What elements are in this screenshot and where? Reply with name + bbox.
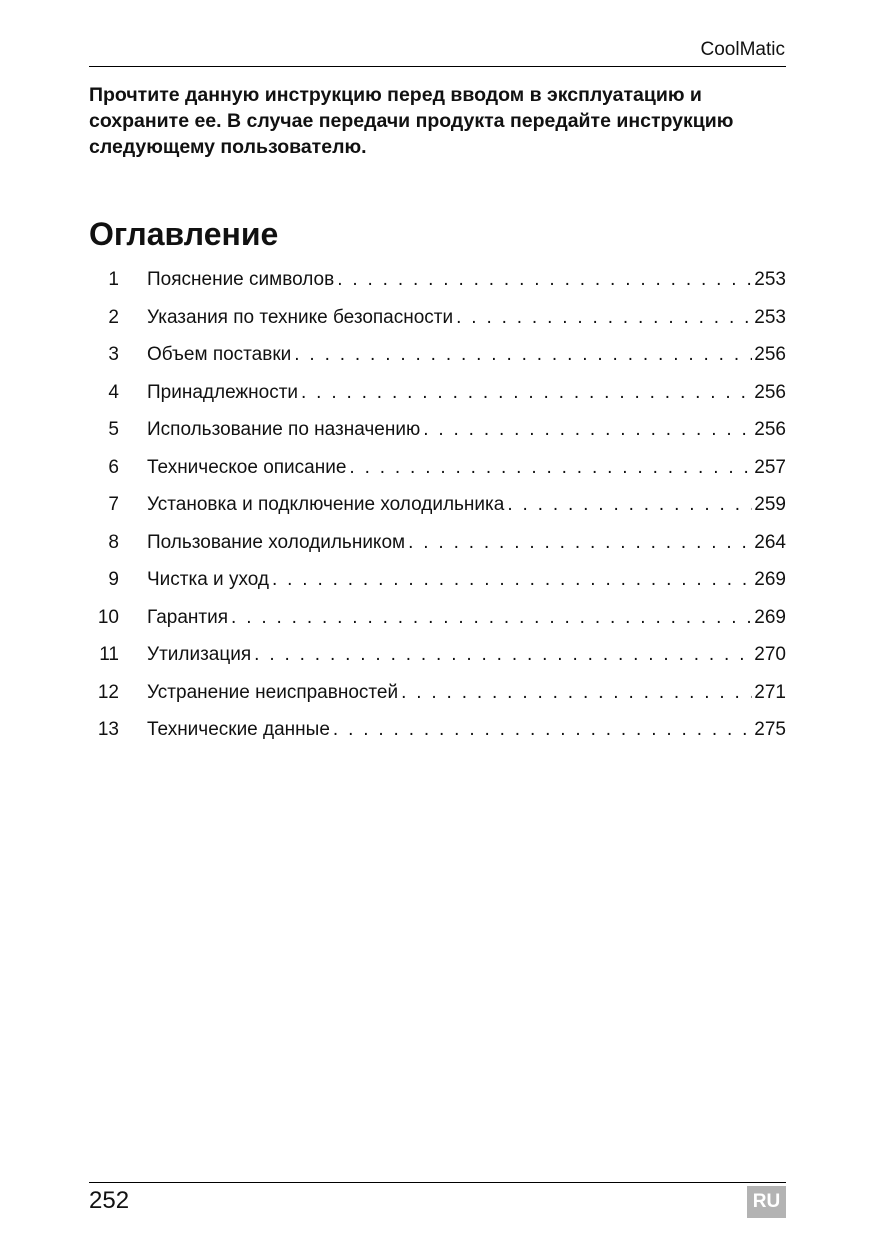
toc-entry-title[interactable]: Устранение неисправностей bbox=[147, 680, 401, 706]
toc-dot-leader bbox=[423, 417, 752, 443]
toc-entry-title[interactable]: Чистка и уход bbox=[147, 567, 272, 593]
toc-entry-title[interactable]: Установка и подключение холодильника bbox=[147, 492, 507, 518]
toc-entry-title[interactable]: Использование по назначению bbox=[147, 417, 423, 443]
toc-entry-number: 5 bbox=[108, 419, 119, 440]
toc-entry-number: 4 bbox=[108, 381, 119, 403]
toc-entry-title[interactable]: Пояснение символов bbox=[147, 267, 337, 293]
toc-entry[interactable] bbox=[89, 492, 786, 530]
header-divider bbox=[89, 66, 786, 67]
toc-heading: Оглавление bbox=[89, 216, 279, 252]
toc-entry-number: 2 bbox=[108, 306, 119, 328]
toc-entry-page[interactable]: 270 bbox=[752, 642, 786, 668]
toc-entry-number: 12 bbox=[97, 681, 119, 703]
toc-entry[interactable] bbox=[89, 605, 786, 643]
toc-list bbox=[89, 267, 786, 755]
toc-entry[interactable] bbox=[89, 305, 786, 343]
toc-entry-page[interactable]: 264 bbox=[752, 530, 786, 556]
toc-entry[interactable] bbox=[89, 567, 786, 605]
footer-divider bbox=[89, 1182, 786, 1183]
toc-entry-page[interactable]: 256 bbox=[752, 342, 786, 368]
toc-entry[interactable] bbox=[89, 530, 786, 568]
toc-entry[interactable] bbox=[89, 380, 786, 418]
toc-entry-title[interactable]: Объем поставки bbox=[147, 342, 294, 368]
toc-dot-leader bbox=[294, 342, 752, 368]
toc-dot-leader bbox=[337, 267, 752, 293]
toc-dot-leader bbox=[456, 305, 752, 331]
toc-entry[interactable] bbox=[89, 417, 786, 455]
toc-entry[interactable] bbox=[89, 342, 786, 380]
toc-dot-leader bbox=[333, 717, 752, 743]
toc-entry-page[interactable]: 275 bbox=[752, 717, 786, 743]
toc-entry-title[interactable]: Гарантия bbox=[147, 605, 231, 631]
toc-entry-number: 10 bbox=[97, 606, 119, 628]
toc-entry-title[interactable]: Принадлежности bbox=[147, 380, 301, 406]
toc-entry-number: 6 bbox=[108, 456, 119, 478]
toc-dot-leader bbox=[231, 605, 752, 631]
toc-dot-leader bbox=[408, 530, 752, 556]
toc-dot-leader bbox=[349, 455, 752, 481]
toc-entry-title[interactable]: Технические данные bbox=[147, 717, 333, 743]
toc-entry[interactable] bbox=[89, 455, 786, 493]
toc-entry-page[interactable]: 257 bbox=[752, 455, 786, 481]
toc-entry-number: 8 bbox=[108, 531, 119, 553]
language-badge: RU bbox=[747, 1186, 786, 1218]
toc-entry-number: 7 bbox=[108, 494, 119, 515]
toc-dot-leader bbox=[301, 380, 752, 406]
toc-entry-page[interactable]: 256 bbox=[752, 417, 786, 443]
toc-entry[interactable] bbox=[89, 717, 786, 755]
toc-dot-leader bbox=[272, 567, 752, 593]
toc-dot-leader bbox=[401, 680, 752, 706]
page-number: 252 bbox=[89, 1187, 130, 1214]
toc-entry-number: 1 bbox=[108, 269, 119, 290]
toc-entry-page[interactable]: 253 bbox=[752, 305, 786, 331]
toc-entry-page[interactable]: 253 bbox=[752, 267, 786, 293]
toc-entry-page[interactable]: 256 bbox=[752, 380, 786, 406]
toc-entry-title[interactable]: Пользование холодильником bbox=[147, 530, 408, 556]
toc-entry-page[interactable]: 269 bbox=[752, 567, 786, 593]
toc-entry-page[interactable]: 259 bbox=[752, 492, 786, 518]
toc-entry-title[interactable]: Утилизация bbox=[147, 642, 254, 668]
toc-entry-number: 11 bbox=[99, 644, 119, 665]
toc-entry-number: 13 bbox=[97, 719, 119, 740]
toc-entry-title[interactable]: Указания по технике безопасности bbox=[147, 305, 456, 331]
document-header-title: CoolMatic bbox=[700, 39, 785, 60]
intro-notice: Прочтите данную инструкцию перед вводом в эксплуатацию и сохраните ее. В случае передачи продукта передайте инструкцию следующему пользователю. bbox=[89, 84, 734, 158]
toc-entry[interactable] bbox=[89, 642, 786, 680]
toc-entry-number: 9 bbox=[108, 569, 119, 590]
toc-entry[interactable] bbox=[89, 267, 786, 305]
toc-entry-title[interactable]: Техническое описание bbox=[147, 455, 349, 481]
toc-entry-page[interactable]: 269 bbox=[752, 605, 786, 631]
toc-entry-number: 3 bbox=[108, 344, 119, 365]
toc-entry-page[interactable]: 271 bbox=[752, 680, 786, 706]
toc-dot-leader bbox=[507, 492, 752, 518]
toc-entry[interactable] bbox=[89, 680, 786, 718]
toc-dot-leader bbox=[254, 642, 752, 668]
